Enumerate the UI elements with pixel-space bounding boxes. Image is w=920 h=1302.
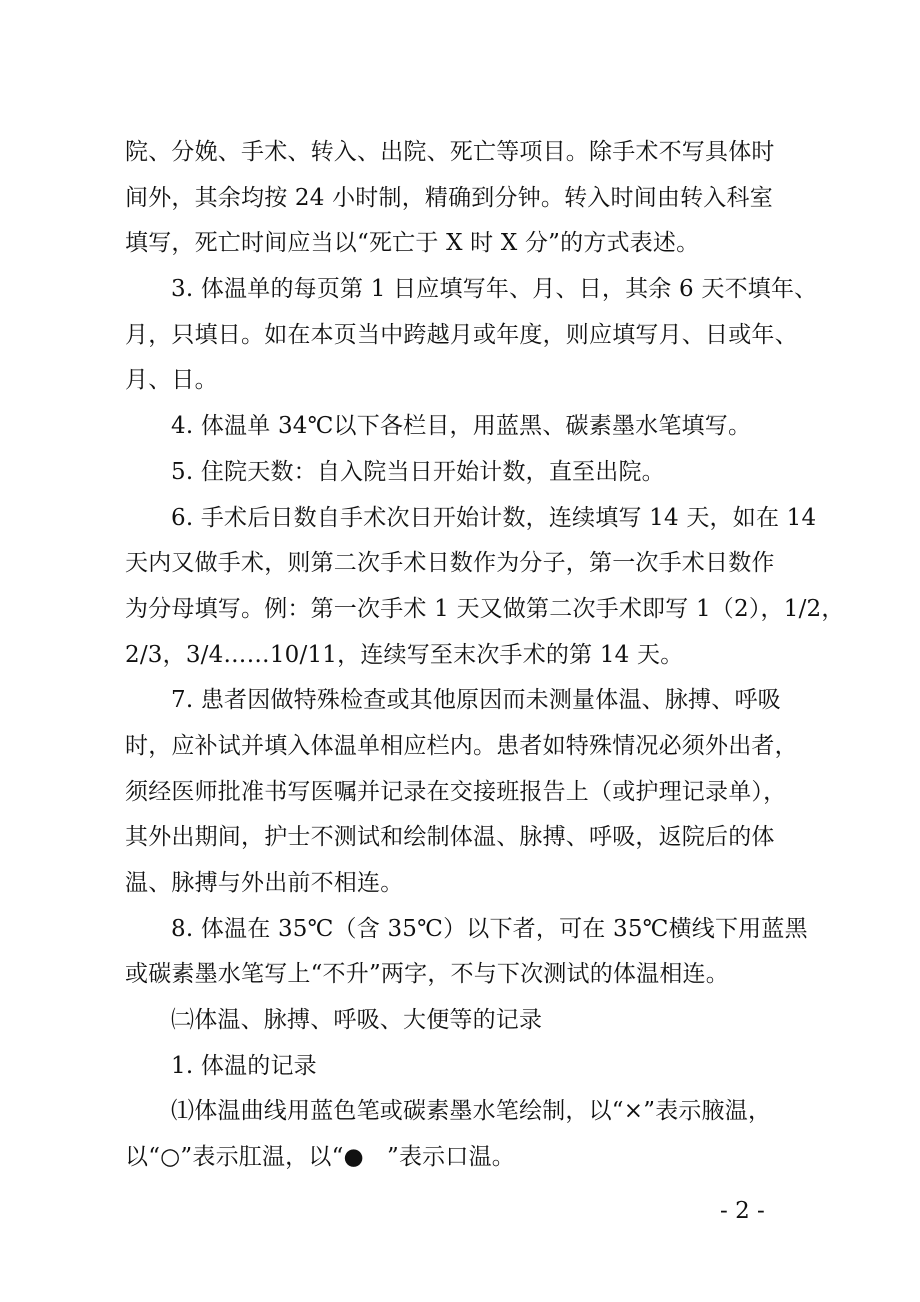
text-line: 其外出期间，护士不测试和绘制体温、脉搏、呼吸，返院后的体	[125, 824, 775, 851]
text-line: 为分母填写。例：第一次手术 1 天又做第二次手术即写 1（2），1/2，	[125, 595, 845, 622]
text-line: 月，只填日。如在本页当中跨越月或年度，则应填写月、日或年、	[125, 321, 798, 348]
page-number: - 2 -	[720, 1198, 765, 1224]
text-line: 6. 手术后日数自手术次日开始计数，连续填写 14 天，如在 14	[171, 504, 817, 531]
text-line: 院、分娩、手术、转入、出院、死亡等项目。除手术不写具体时	[125, 139, 775, 165]
text-line: 间外，其余均按 24 小时制，精确到分钟。转入时间由转入科室	[125, 184, 773, 211]
text-line: 以“○”表示肛温，以“● ”表示口温。	[125, 1144, 515, 1171]
text-line: 4. 体温单 34℃以下各栏目，用蓝黑、碳素墨水笔填写。	[171, 413, 752, 440]
text-line: 7. 患者因做特殊检查或其他原因而未测量体温、脉搏、呼吸	[171, 687, 781, 714]
subsection-heading: 1. 体温的记录	[171, 1052, 317, 1079]
text-line: 8. 体温在 35℃（含 35℃）以下者，可在 35℃横线下用蓝黑	[171, 915, 808, 942]
text-line: 时，应补试并填入体温单相应栏内。患者如特殊情况必须外出者，	[125, 732, 798, 759]
text-line: 或碳素墨水笔写上“不升”两字，不与下次测试的体温相连。	[125, 961, 729, 988]
text-line: 2/3，3/4……10/11，连续写至末次手术的第 14 天。	[125, 641, 684, 668]
text-line: 温、脉搏与外出前不相连。	[125, 870, 404, 896]
text-line: 5. 住院天数：自入院当日开始计数，直至出院。	[171, 458, 665, 485]
text-line: 填写，死亡时间应当以“死亡于 X 时 X 分”的方式表述。	[125, 230, 700, 257]
text-line: 须经医师批准书写医嘱并记录在交接班报告上（或护理记录单），	[125, 778, 787, 805]
section-heading: ㈡体温、脉搏、呼吸、大便等的记录	[171, 1007, 543, 1034]
text-line: 天内又做手术，则第二次手术日数作为分子，第一次手术日数作	[125, 550, 775, 577]
text-line: ⑴体温曲线用蓝色笔或碳素墨水笔绘制，以“×”表示腋温，	[171, 1098, 772, 1125]
text-line: 月、日。	[125, 367, 218, 394]
text-line: 3. 体温单的每页第 1 日应填写年、月、日，其余 6 天不填年、	[171, 276, 818, 303]
document-body	[125, 130, 845, 1181]
